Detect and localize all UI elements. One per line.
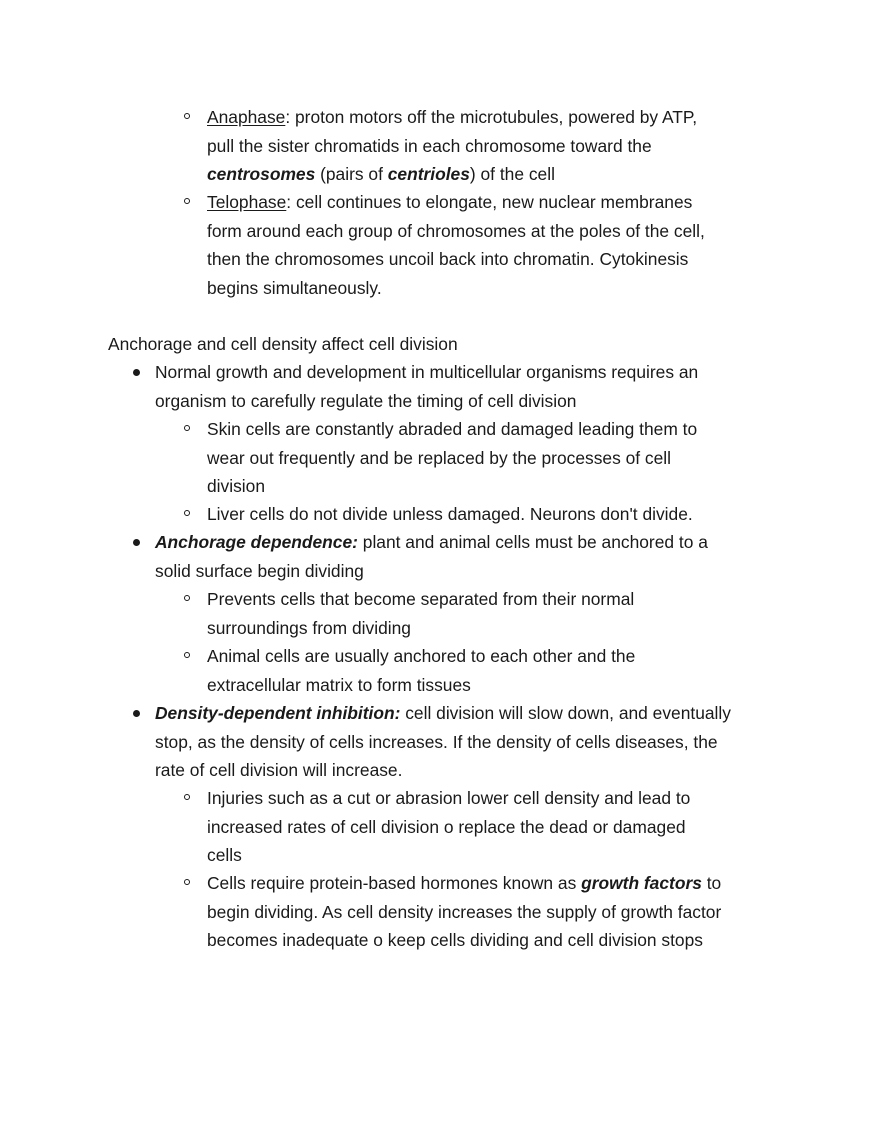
filled-bullet-icon xyxy=(133,710,140,717)
density-line-1: cell division will slow down, and eventually xyxy=(400,703,731,723)
prevents-item xyxy=(207,585,634,642)
telophase-term: Telophase xyxy=(207,192,287,212)
hollow-bullet-icon xyxy=(184,879,190,885)
normal-growth-line-2: organism to carefully regulate the timing of cell division xyxy=(155,390,577,411)
anchorage-term: Anchorage dependence: xyxy=(155,532,358,552)
density-term: Density-dependent inhibition: xyxy=(155,703,401,723)
hollow-bullet-icon xyxy=(184,652,190,658)
prevents-line-2: surroundings from dividing xyxy=(207,617,411,638)
skin-line-2: wear out frequently and be replaced by the processes of cell xyxy=(207,447,672,468)
filled-bullet-icon xyxy=(133,539,140,546)
injuries-item xyxy=(207,784,690,870)
growth-factors-item xyxy=(207,869,721,955)
skin-cells-item xyxy=(207,415,697,501)
skin-line-1: Skin cells are constantly abraded and damaged leading them to xyxy=(207,419,698,439)
animal-line-1: Animal cells are usually anchored to each other and the xyxy=(207,646,636,666)
telophase-item xyxy=(207,188,705,302)
growth-factors-line-1b: to xyxy=(701,873,722,893)
hollow-bullet-icon xyxy=(184,595,190,601)
density-item xyxy=(155,699,731,785)
density-line-2: stop, as the density of cells increases. If the density of cells diseases, the xyxy=(155,731,718,752)
anaphase-term: Anaphase xyxy=(207,107,286,127)
section-heading-text: Anchorage and cell density affect cell division xyxy=(108,334,458,354)
hollow-bullet-icon xyxy=(184,510,190,516)
density-line-3: rate of cell division will increase. xyxy=(155,760,403,780)
telophase-line-3: then the chromosomes uncoil back into chromatin. Cytokinesis xyxy=(207,249,689,269)
anchorage-line-1: plant and animal cells must be anchored to a xyxy=(357,532,708,552)
injuries-line-3: cells xyxy=(207,845,242,865)
hollow-bullet-icon xyxy=(184,794,190,800)
growth-factors-line-1a: Cells require protein-based hormones known as xyxy=(207,873,582,893)
injuries-line-2: increased rates of cell division o replace the dead or damaged xyxy=(207,816,686,837)
hollow-bullet-icon xyxy=(184,425,190,431)
anaphase-line-3-end: ) of the cell xyxy=(469,164,555,184)
normal-growth-item xyxy=(155,358,698,415)
growth-factors-term: growth factors xyxy=(581,873,702,893)
injuries-line-1: Injuries such as a cut or abrasion lower cell density and lead to xyxy=(207,788,691,808)
anaphase-item xyxy=(207,103,697,189)
filled-bullet-icon xyxy=(133,369,140,376)
anchorage-line-2: solid surface begin dividing xyxy=(155,560,364,581)
telophase-line-2: form around each group of chromosomes at the poles of the cell, xyxy=(207,220,705,241)
centrosomes-term: centrosomes xyxy=(207,164,316,184)
liver-line: Liver cells do not divide unless damaged. Neurons don't divide. xyxy=(207,504,693,524)
normal-growth-line-1: Normal growth and development in multicellular organisms requires an xyxy=(155,362,699,382)
centrioles-term: centrioles xyxy=(387,164,470,184)
telophase-text: : cell continues to elongate, new nuclear membranes xyxy=(286,192,693,212)
growth-factors-line-3: becomes inadequate o keep cells dividing and cell division stops xyxy=(207,930,703,950)
anaphase-text: : proton motors off the microtubules, powered by ATP, xyxy=(285,107,698,127)
skin-line-3: division xyxy=(207,476,265,496)
hollow-bullet-icon xyxy=(184,198,190,204)
growth-factors-line-2: begin dividing. As cell density increases the supply of growth factor xyxy=(207,901,722,922)
anaphase-line-3-mid: (pairs of xyxy=(315,164,388,184)
telophase-line-4: begins simultaneously. xyxy=(207,277,382,298)
prevents-line-1: Prevents cells that become separated from their normal xyxy=(207,589,635,609)
hollow-bullet-icon xyxy=(184,113,190,119)
section-heading xyxy=(108,330,458,359)
animal-line-2: extracellular matrix to form tissues xyxy=(207,674,471,695)
animal-cells-item xyxy=(207,642,635,699)
liver-cells-item xyxy=(207,500,693,529)
anaphase-line-2: pull the sister chromatids in each chromosome toward the xyxy=(207,135,652,156)
anchorage-item xyxy=(155,528,708,585)
